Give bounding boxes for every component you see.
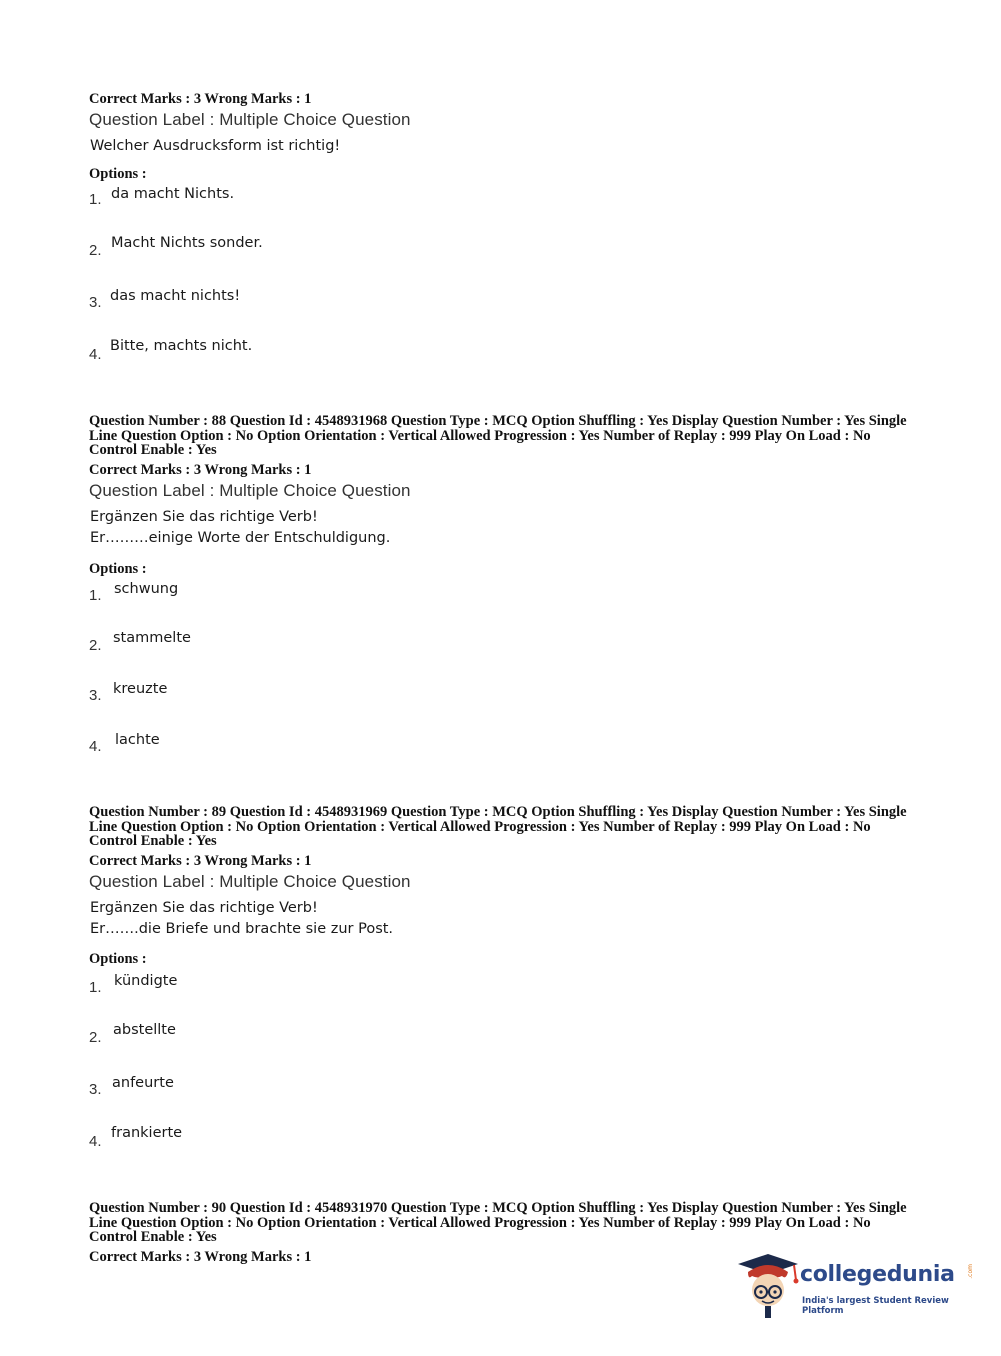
- q88-text-line-2: Er………einige Worte der Entschuldigung.: [90, 530, 391, 546]
- q88-option-2: stammelte: [113, 630, 191, 646]
- q89-marks: Correct Marks : 3 Wrong Marks : 1: [89, 853, 312, 869]
- q88-label: Question Label : Multiple Choice Question: [89, 481, 411, 500]
- q89-option-2-number: 2.: [89, 1029, 102, 1046]
- q88-option-4-number: 4.: [89, 738, 102, 755]
- q88-option-4: lachte: [115, 732, 160, 748]
- q87-option-4: Bitte, machts nicht.: [110, 338, 253, 354]
- q87-options-label: Options :: [89, 166, 147, 182]
- q88-marks: Correct Marks : 3 Wrong Marks : 1: [89, 462, 312, 478]
- q87-option-3-number: 3.: [89, 294, 102, 311]
- q87-marks: Correct Marks : 3 Wrong Marks : 1: [89, 91, 312, 107]
- q89-option-3: anfeurte: [112, 1075, 174, 1091]
- q88-meta: Question Number : 88 Question Id : 4548931968 Question Type : MCQ Option Shuffling : Yes Display Question Number : Yes Single Line Question Option : No Option Orientation : Vertical Allowed Progression : Yes Number of Replay : 999 Play On Load : No Control Enable : Yes: [89, 413, 907, 458]
- q89-text-line-2: Er…….die Briefe und brachte sie zur Post.: [90, 921, 394, 937]
- q87-option-1: da macht Nichts.: [111, 186, 235, 202]
- mascot-icon: [738, 1250, 800, 1320]
- q88-options-label: Options :: [89, 561, 147, 577]
- collegedunia-logo: [738, 1250, 978, 1325]
- q89-option-3-number: 3.: [89, 1081, 102, 1098]
- q88-option-3-number: 3.: [89, 687, 102, 704]
- q87-option-2-number: 2.: [89, 242, 102, 259]
- q87-text: Welcher Ausdrucksform ist richtig!: [90, 138, 341, 154]
- q87-label: Question Label : Multiple Choice Question: [89, 110, 411, 129]
- q87-option-3: das macht nichts!: [110, 288, 241, 304]
- q90-meta: Question Number : 90 Question Id : 4548931970 Question Type : MCQ Option Shuffling : Yes Display Question Number : Yes Single Line Question Option : No Option Orientation : Vertical Allowed Progression : Yes Number of Replay : 999 Play On Load : No Control Enable : Yes: [89, 1200, 907, 1245]
- q88-option-3: kreuzte: [113, 681, 168, 697]
- q89-options-label: Options :: [89, 951, 147, 967]
- q89-meta: Question Number : 89 Question Id : 4548931969 Question Type : MCQ Option Shuffling : Yes Display Question Number : Yes Single Line Question Option : No Option Orientation : Vertical Allowed Progression : Yes Number of Replay : 999 Play On Load : No Control Enable : Yes: [89, 804, 907, 849]
- q88-option-1: schwung: [114, 581, 179, 597]
- q89-option-1: kündigte: [114, 973, 178, 989]
- q87-option-4-number: 4.: [89, 346, 102, 363]
- logo-wordmark: collegedunia: [800, 1262, 955, 1287]
- logo-domain: .com: [967, 1264, 974, 1279]
- q90-marks: Correct Marks : 3 Wrong Marks : 1: [89, 1249, 312, 1265]
- q88-option-1-number: 1.: [89, 587, 102, 604]
- q89-option-4: frankierte: [111, 1125, 183, 1141]
- q89-option-1-number: 1.: [89, 979, 102, 996]
- q87-option-1-number: 1.: [89, 191, 102, 208]
- q89-text-line-1: Ergänzen Sie das richtige Verb!: [90, 900, 318, 916]
- q88-option-2-number: 2.: [89, 637, 102, 654]
- q87-option-2: Macht Nichts sonder.: [111, 235, 263, 251]
- q88-text-line-1: Ergänzen Sie das richtige Verb!: [90, 509, 318, 525]
- q89-label: Question Label : Multiple Choice Question: [89, 872, 411, 891]
- logo-tagline: India's largest Student Review Platform: [802, 1296, 949, 1316]
- q89-option-2: abstellte: [113, 1022, 176, 1038]
- q89-option-4-number: 4.: [89, 1133, 102, 1150]
